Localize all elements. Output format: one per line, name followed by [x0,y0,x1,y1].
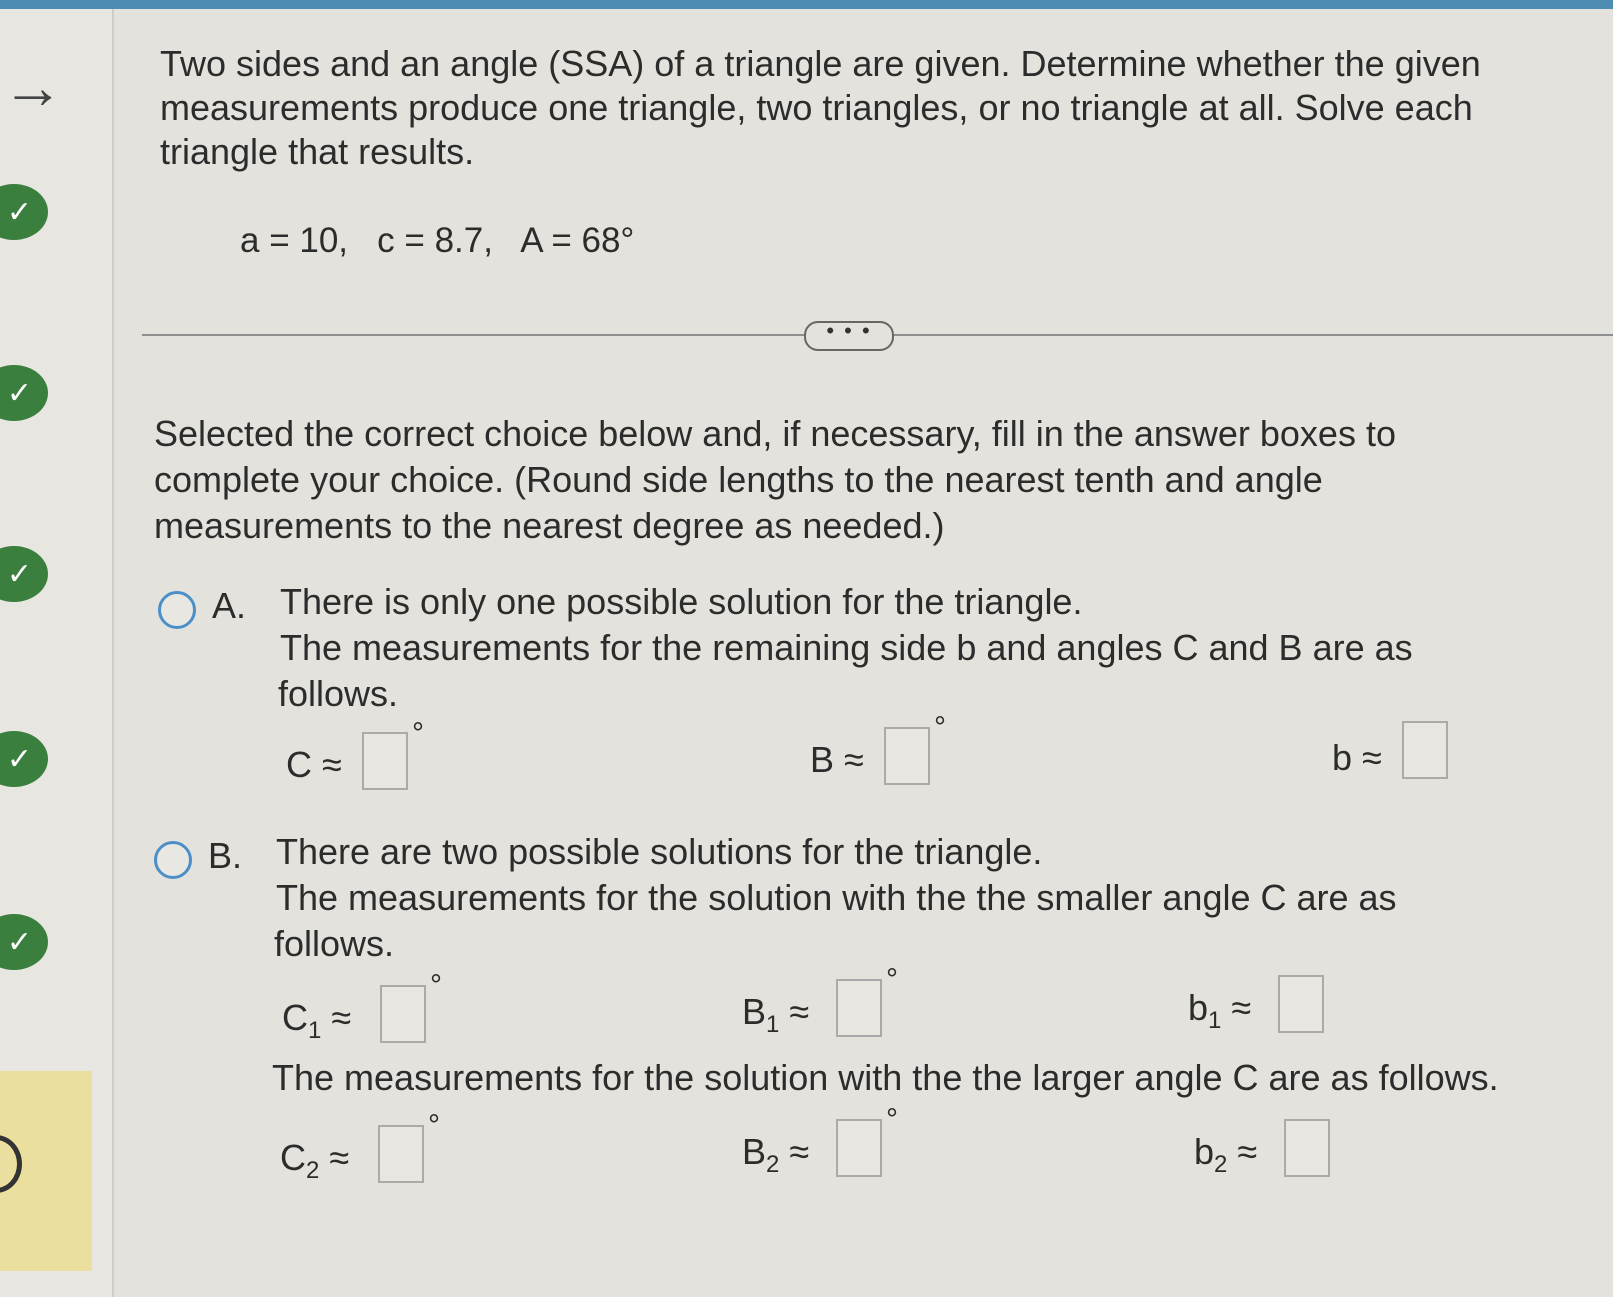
choice-b-b2-side-input[interactable] [1284,1119,1330,1177]
choice-a-b-angle-label: B ≈ [810,739,864,780]
choice-b-line-1: There are two possible solutions for the triangle. [276,831,1043,872]
problem-text-line-3: triangle that results. [160,131,475,172]
choice-b-b1-side-input[interactable] [1278,975,1324,1033]
choice-b-b1-angle-input[interactable] [836,979,882,1037]
check-icon[interactable]: ✓ [0,546,48,602]
choice-a-line-3: follows. [278,673,399,714]
arrow-right-icon[interactable]: → [2,53,64,122]
instructions-line-2: complete your choice. (Round side lengths to the nearest tenth and angle [154,459,1323,500]
check-icon[interactable]: ✓ [0,365,48,421]
check-icon[interactable]: ✓ [0,184,48,240]
instructions-line-3: measurements to the nearest degree as needed.) [154,505,945,546]
choice-b-c1-label: $C_1$ ≈ [282,997,352,1044]
choice-b-line-2: The measurements for the solution with the the smaller angle C are as [276,877,1397,918]
degree-symbol: ° [430,969,442,1002]
choice-b-b2-angle-label: $B_2$ ≈ [742,1131,810,1178]
choice-a-line-2: The measurements for the remaining side b and angles C and B are as [280,627,1413,668]
choice-b-b1-side-label: $b_1$ ≈ [1188,987,1252,1034]
degree-symbol: ° [886,1103,898,1136]
choice-a-letter[interactable]: A. [212,585,247,626]
degree-symbol: ° [412,717,424,750]
problem-text-line-1: Two sides and an angle (SSA) of a triangle are given. Determine whether the given [160,43,1481,84]
instructions-line-1: Selected the correct choice below and, if necessary, fill in the answer boxes to [154,413,1396,454]
choice-b-c2-input[interactable] [378,1125,424,1183]
question-content [112,9,1613,1297]
choice-b-line-3: follows. [274,923,395,964]
choice-b-larger-line: The measurements for the solution with the the larger angle C are as follows. [272,1057,1499,1098]
degree-symbol: ° [934,711,946,744]
expand-button[interactable]: • • • [804,321,894,351]
given-values: a = 10, c = 8.7, A = 68° [240,221,635,260]
check-icon[interactable]: ✓ [0,731,48,787]
choice-a-b-side-label: b ≈ [1332,737,1382,778]
top-bar [0,0,1613,9]
choice-a-b-side-input[interactable] [1402,721,1448,779]
choice-a-radio[interactable] [158,591,196,629]
choice-a-b-angle-input[interactable] [884,727,930,785]
choice-b-radio[interactable] [154,841,192,879]
check-icon[interactable]: ✓ [0,914,48,970]
problem-text-line-2: measurements produce one triangle, two triangles, or no triangle at all. Solve each [160,87,1473,128]
choice-b-c1-input[interactable] [380,985,426,1043]
choice-b-b2-angle-input[interactable] [836,1119,882,1177]
choice-a-c-label: C ≈ [286,744,342,785]
degree-symbol: ° [428,1109,440,1142]
choice-b-b2-side-label: $b_2$ ≈ [1194,1131,1258,1178]
choice-b-c2-label: $C_2$ ≈ [280,1137,350,1184]
question-sidebar [0,9,114,1297]
choice-a-line-1: There is only one possible solution for the triangle. [280,581,1083,622]
degree-symbol: ° [886,963,898,996]
choice-a-c-input[interactable] [362,732,408,790]
choice-b-b1-angle-label: $B_1$ ≈ [742,991,810,1038]
choice-b-letter[interactable]: B. [208,835,243,876]
